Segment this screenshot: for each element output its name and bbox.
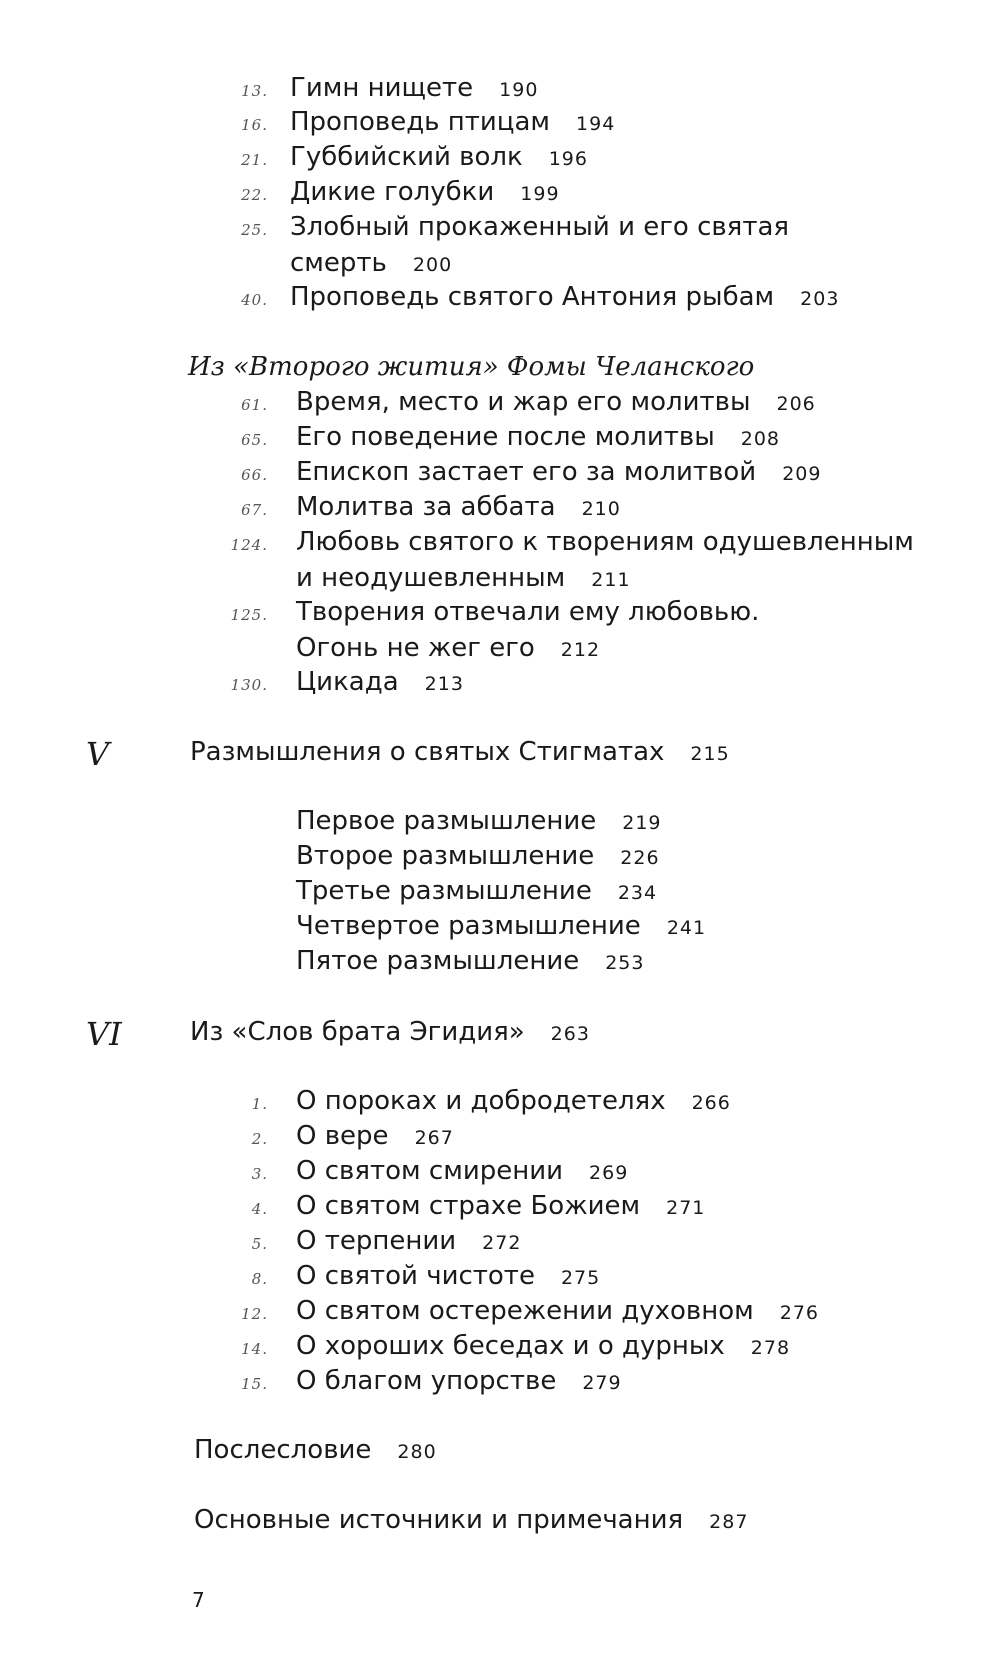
entry-page: 241 <box>666 917 707 939</box>
toc-entry[interactable] <box>0 1366 1000 1402</box>
toc-entry[interactable] <box>0 177 1000 213</box>
toc-entry[interactable] <box>0 1121 1000 1157</box>
entry-number: 1. <box>251 1095 268 1113</box>
entry-title: Проповедь птицам 194 <box>290 107 616 137</box>
entry-title: Третье размышление 234 <box>296 876 658 906</box>
entry-page: 226 <box>620 847 660 869</box>
entry-page: 275 <box>560 1267 601 1289</box>
part-heading[interactable] <box>0 735 1000 775</box>
entry-page: 271 <box>666 1197 706 1219</box>
part-page: 263 <box>550 1023 590 1045</box>
entry-title: Цикада 213 <box>296 667 464 697</box>
toc-entry[interactable] <box>0 1296 1000 1332</box>
entry-number: 2. <box>251 1130 268 1148</box>
entry-title: О терпении 272 <box>296 1226 522 1256</box>
toc-entry[interactable] <box>0 282 1000 318</box>
entry-title: О хороших беседах и о дурных 278 <box>296 1331 791 1361</box>
part-title: Из «Слов брата Эгидия» 263 <box>190 1017 590 1047</box>
entry-page: 210 <box>581 498 621 520</box>
entry-title: Губбийский волк 196 <box>290 142 588 172</box>
entry-number: 66. <box>241 466 268 484</box>
toc-entry[interactable] <box>0 946 1000 982</box>
entry-number: 67. <box>241 501 268 519</box>
entry-title: Время, место и жар его молитвы 206 <box>296 387 816 417</box>
part-numeral: V <box>86 735 110 773</box>
entry-number: 5. <box>251 1235 268 1253</box>
entry-title: Любовь святого к творениям одушевленным <box>296 527 914 557</box>
entry-number: 124. <box>230 536 268 554</box>
entry-number: 8. <box>251 1270 268 1288</box>
entry-title: Творения отвечали ему любовью. <box>296 597 760 627</box>
part-title: Размышления о святых Стигматах 215 <box>190 737 730 767</box>
entry-title: О благом упорстве 279 <box>296 1366 622 1396</box>
entry-page: 269 <box>589 1162 629 1184</box>
entry-number: 13. <box>241 82 268 100</box>
toc-entry[interactable] <box>0 387 1000 423</box>
entry-title: О пороках и добродетелях 266 <box>296 1086 731 1116</box>
toc-entry[interactable] <box>0 1261 1000 1297</box>
entry-title: Проповедь святого Антония рыбам 203 <box>290 282 840 312</box>
entry-title-continued: и неодушевленным 211 <box>296 563 631 593</box>
entry-number: 61. <box>241 396 268 414</box>
entry-page: 234 <box>617 882 658 904</box>
entry-number: 25. <box>241 221 268 239</box>
toc-entry[interactable] <box>0 911 1000 947</box>
entry-number: 16. <box>241 116 268 134</box>
entry-page: 211 <box>591 569 631 591</box>
entry-title: Дикие голубки 199 <box>290 177 560 207</box>
entry-title-continued: Огонь не жег его 212 <box>296 633 601 663</box>
toc-entry[interactable] <box>0 107 1000 143</box>
entry-title: Пятое размышление 253 <box>296 946 645 976</box>
entry-page: 208 <box>740 428 780 450</box>
toc-entry[interactable] <box>0 142 1000 178</box>
toc-entry[interactable] <box>0 457 1000 493</box>
part-numeral: VI <box>86 1015 122 1053</box>
part-heading[interactable] <box>0 1015 1000 1055</box>
entry-number: 3. <box>251 1165 268 1183</box>
entry-page: 278 <box>750 1337 791 1359</box>
entry-title: Молитва за аббата 210 <box>296 492 621 522</box>
entry-page: 253 <box>605 952 645 974</box>
entry-page: 194 <box>576 113 616 135</box>
toc-entry[interactable] <box>0 597 1000 663</box>
entry-number: 22. <box>241 186 268 204</box>
entry-number: 125. <box>230 606 268 624</box>
entry-title: О вере 267 <box>296 1121 454 1151</box>
afterword-title: Послесловие <box>194 1435 372 1465</box>
entry-title: Злобный прокаженный и его святая <box>290 212 790 242</box>
entry-number: 130. <box>230 676 268 694</box>
entry-page: 266 <box>691 1092 731 1114</box>
entry-title: О святом страхе Божием 271 <box>296 1191 706 1221</box>
toc-entry[interactable] <box>0 667 1000 703</box>
entry-number: 4. <box>251 1200 268 1218</box>
entry-title: Второе размышление 226 <box>296 841 660 871</box>
toc-entry[interactable] <box>0 841 1000 877</box>
entry-page: 267 <box>414 1127 454 1149</box>
afterword-entry[interactable] <box>194 1435 437 1465</box>
entry-page: 219 <box>622 812 662 834</box>
entry-page: 213 <box>424 673 464 695</box>
toc-entry[interactable] <box>0 422 1000 458</box>
entry-title: Епископ застает его за молитвой 209 <box>296 457 822 487</box>
toc-entry[interactable] <box>0 527 1000 593</box>
toc-entry[interactable] <box>0 492 1000 528</box>
entry-page: 209 <box>782 463 822 485</box>
toc-entry[interactable] <box>0 1191 1000 1227</box>
entry-number: 15. <box>241 1375 268 1393</box>
entry-title: Первое размышление 219 <box>296 806 662 836</box>
toc-entry[interactable] <box>0 1226 1000 1262</box>
entry-title: О святом смирении 269 <box>296 1156 629 1186</box>
entry-number: 65. <box>241 431 268 449</box>
section-heading: Из «Второго жития» Фомы Челанского <box>188 352 755 382</box>
entry-page: 206 <box>776 393 816 415</box>
entry-title: Гимн нищете 190 <box>290 73 539 103</box>
entry-page: 196 <box>548 148 588 170</box>
entry-title-continued: смерть 200 <box>290 248 453 278</box>
sources-entry[interactable] <box>194 1505 748 1535</box>
entry-number: 12. <box>241 1305 268 1323</box>
entry-title: Четвертое размышление 241 <box>296 911 707 941</box>
sources-page: 287 <box>709 1511 749 1533</box>
entry-page: 276 <box>779 1302 820 1324</box>
entry-page: 200 <box>412 254 453 276</box>
entry-title: О святой чистоте 275 <box>296 1261 601 1291</box>
toc-entry[interactable] <box>0 1086 1000 1122</box>
toc-entry[interactable] <box>0 212 1000 278</box>
entry-page: 199 <box>520 183 560 205</box>
entry-page: 279 <box>582 1372 622 1394</box>
entry-number: 21. <box>241 151 268 169</box>
entry-number: 14. <box>241 1340 268 1358</box>
sources-title: Основные источники и примечания <box>194 1505 684 1535</box>
entry-page: 203 <box>800 288 840 310</box>
entry-number: 40. <box>241 291 268 309</box>
toc-entry[interactable] <box>0 806 1000 842</box>
toc-entry[interactable] <box>0 73 1000 109</box>
entry-title: О святом остережении духовном 276 <box>296 1296 820 1326</box>
toc-entry[interactable] <box>0 876 1000 912</box>
part-page: 215 <box>690 743 730 765</box>
toc-entry[interactable] <box>0 1156 1000 1192</box>
page-number: 7 <box>192 1588 205 1612</box>
entry-page: 212 <box>560 639 601 661</box>
entry-title: Его поведение после молитвы 208 <box>296 422 780 452</box>
afterword-page: 280 <box>397 1441 437 1463</box>
entry-page: 190 <box>499 79 539 101</box>
toc-entry[interactable] <box>0 1331 1000 1367</box>
entry-page: 272 <box>482 1232 522 1254</box>
